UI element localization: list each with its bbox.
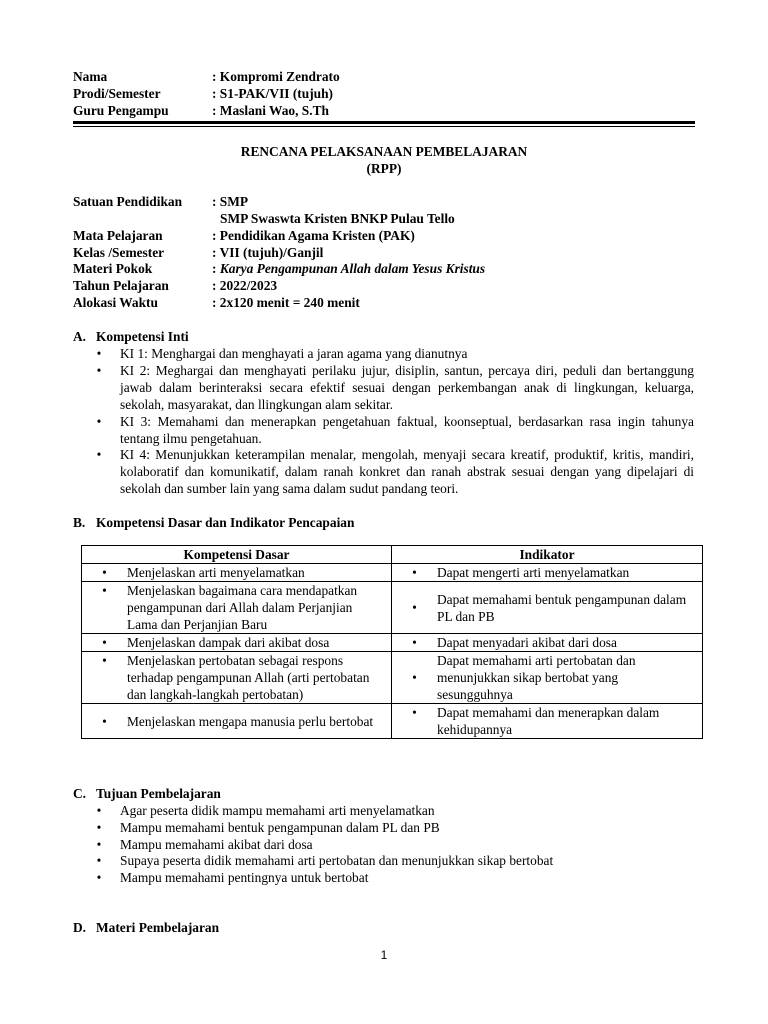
identity-value-satuan: : SMP bbox=[212, 194, 249, 209]
table-header-row bbox=[82, 546, 703, 564]
bullet-icon: • bbox=[102, 653, 107, 668]
header-label-guru: Guru Pengampu bbox=[73, 103, 169, 118]
bullet-icon: • bbox=[102, 635, 107, 650]
table-row bbox=[82, 704, 703, 739]
identity-value-materi bbox=[212, 260, 485, 277]
table-header-kd: Kompetensi Dasar bbox=[82, 546, 392, 564]
header-label-prodi: Prodi/Semester bbox=[73, 86, 161, 101]
bullet-icon: • bbox=[96, 837, 102, 852]
bullet-icon: • bbox=[412, 565, 417, 580]
section-b-letter: B. bbox=[73, 515, 86, 530]
ki-item: KI 3: Memahami dan menerapkan pengetahuan faktual, koonseptual, berdasarkan rasa ingin tahunya tentang ilmu pengetahuan. bbox=[120, 414, 694, 446]
table-cell-indikator bbox=[392, 704, 703, 739]
identity-value-tahun: : 2022/2023 bbox=[212, 278, 278, 293]
list-item: Supaya peserta didik memahami arti pertobatan dan menunjukkan sikap bertobat bbox=[120, 853, 554, 868]
table-row bbox=[82, 652, 703, 704]
header-value-nama: : Kompromi Zendrato bbox=[212, 69, 340, 84]
table-header-indikator: Indikator bbox=[392, 546, 703, 564]
header-label-nama: Nama bbox=[73, 69, 108, 84]
identity-materi-colon: : bbox=[212, 261, 220, 276]
bullet-icon: • bbox=[96, 853, 102, 868]
section-c-letter: C. bbox=[73, 786, 87, 801]
kd-text: Menjelaskan mengapa manusia perlu bertobat bbox=[127, 713, 374, 729]
kd-text: Menjelaskan dampak dari akibat dosa bbox=[127, 635, 330, 650]
bullet-icon: • bbox=[96, 820, 102, 835]
kd-indicator-table bbox=[81, 545, 703, 739]
identity-value-kelas: : VII (tujuh)/Ganjil bbox=[212, 245, 324, 260]
bullet-icon: • bbox=[102, 583, 107, 598]
bullet-icon: • bbox=[102, 565, 107, 580]
document-title: RENCANA PELAKSANAAN PEMBELAJARAN bbox=[240, 144, 528, 159]
bullet-icon: • bbox=[102, 713, 107, 729]
bullet-icon: • bbox=[412, 635, 417, 650]
section-d-title: Materi Pembelajaran bbox=[96, 920, 220, 935]
ki-item: KI 1: Menghargai dan menghayati a jaran agama yang dianutnya bbox=[120, 346, 468, 361]
identity-label-satuan: Satuan Pendidikan bbox=[73, 194, 183, 209]
bullet-icon: • bbox=[96, 803, 102, 818]
bullet-icon: • bbox=[96, 346, 102, 361]
identity-label-alokasi: Alokasi Waktu bbox=[73, 295, 158, 310]
bullet-icon: • bbox=[96, 870, 102, 885]
section-c-title: Tujuan Pembelajaran bbox=[96, 786, 221, 801]
section-a-letter: A. bbox=[73, 329, 87, 344]
header-rule-thick bbox=[73, 121, 695, 124]
bullet-icon: • bbox=[412, 670, 417, 685]
list-item: Mampu memahami akibat dari dosa bbox=[120, 837, 313, 852]
bullet-icon: • bbox=[96, 414, 102, 429]
identity-label-materi: Materi Pokok bbox=[73, 261, 153, 276]
header-value-guru: : Maslani Wao, S.Th bbox=[212, 103, 329, 118]
section-a-title: Kompetensi Inti bbox=[96, 329, 189, 344]
kd-text: Menjelaskan bagaimana cara mendapatkan pengampunan dari Allah dalam Perjanjian Lama dan Perjanjian Baru bbox=[127, 583, 358, 632]
identity-label-kelas: Kelas /Semester bbox=[73, 245, 165, 260]
identity-value-mapel: : Pendidikan Agama Kristen (PAK) bbox=[212, 228, 415, 243]
list-item: Mampu memahami pentingnya untuk bertobat bbox=[120, 870, 369, 885]
identity-label-tahun: Tahun Pelajaran bbox=[73, 278, 169, 293]
table-cell-indikator bbox=[392, 564, 703, 582]
section-b-title: Kompetensi Dasar dan Indikator Pencapaian bbox=[96, 515, 355, 530]
table-cell-kd bbox=[82, 652, 392, 704]
kd-text: Menjelaskan pertobatan sebagai respons terhadap pengampunan Allah (arti pertobatan dan langkah-langkah pertobatan) bbox=[127, 653, 370, 702]
indikator-text: Dapat memahami dan menerapkan dalam kehidupannya bbox=[437, 705, 660, 737]
table-row bbox=[82, 634, 703, 652]
table-cell-indikator bbox=[392, 652, 703, 704]
table-row bbox=[82, 582, 703, 634]
header-rule-thin bbox=[73, 126, 695, 127]
identity-value-school: SMP Swaswta Kristen BNKP Pulau Tello bbox=[220, 211, 455, 226]
indikator-text: Dapat menyadari akibat dari dosa bbox=[437, 635, 617, 650]
indikator-text: Dapat memahami arti pertobatan dan menunjukkan sikap bertobat yang sesungguhnya bbox=[437, 653, 636, 702]
page-number: 1 bbox=[380, 948, 388, 962]
list-item: Mampu memahami bentuk pengampunan dalam PL dan PB bbox=[120, 820, 440, 835]
table-cell-kd bbox=[82, 564, 392, 582]
header-value-prodi: : S1-PAK/VII (tujuh) bbox=[212, 86, 334, 101]
table-cell-kd bbox=[82, 634, 392, 652]
bullet-icon: • bbox=[412, 705, 417, 720]
bullet-icon: • bbox=[412, 600, 417, 615]
document-subtitle: (RPP) bbox=[366, 161, 402, 176]
table-cell-kd bbox=[82, 704, 392, 739]
list-item: Agar peserta didik mampu memahami arti menyelamatkan bbox=[120, 803, 435, 818]
bullet-icon: • bbox=[96, 363, 102, 378]
table-cell-indikator bbox=[392, 582, 703, 634]
table-cell-kd bbox=[82, 582, 392, 634]
identity-materi-text: Karya Pengampunan Allah dalam Yesus Kristus bbox=[219, 261, 486, 276]
ki-item: KI 2: Meghargai dan menghayati perilaku jujur, disiplin, santun, percaya diri, peduli dan bertanggung jawab dalam berinteraksi secara efektif sesuai dengan perkembangan anak di lingkungan, keluarga, sekolah, masyarakat, dan llingkungan alam sekitar. bbox=[120, 363, 694, 412]
section-d-letter: D. bbox=[73, 920, 87, 935]
kd-text: Menjelaskan arti menyelamatkan bbox=[127, 565, 305, 580]
indikator-text: Dapat memahami bentuk pengampunan dalam PL dan PB bbox=[437, 591, 687, 624]
identity-value-alokasi: : 2x120 menit = 240 menit bbox=[212, 295, 360, 310]
table-row bbox=[82, 564, 703, 582]
table-cell-indikator bbox=[392, 634, 703, 652]
bullet-icon: • bbox=[96, 447, 102, 462]
identity-label-mapel: Mata Pelajaran bbox=[73, 228, 163, 243]
ki-item: KI 4: Menunjukkan keterampilan menalar, mengolah, menyaji secara kreatif, produktif, kritis, mandiri, kolaboratif dan komunikatif, dalam ranah konkret dan ranah abstrak sesuai dengan yang dipelajari di sekolah dan sumber lain yang sama dalam sudut pandang teori. bbox=[120, 447, 694, 496]
indikator-text: Dapat mengerti arti menyelamatkan bbox=[437, 565, 630, 580]
